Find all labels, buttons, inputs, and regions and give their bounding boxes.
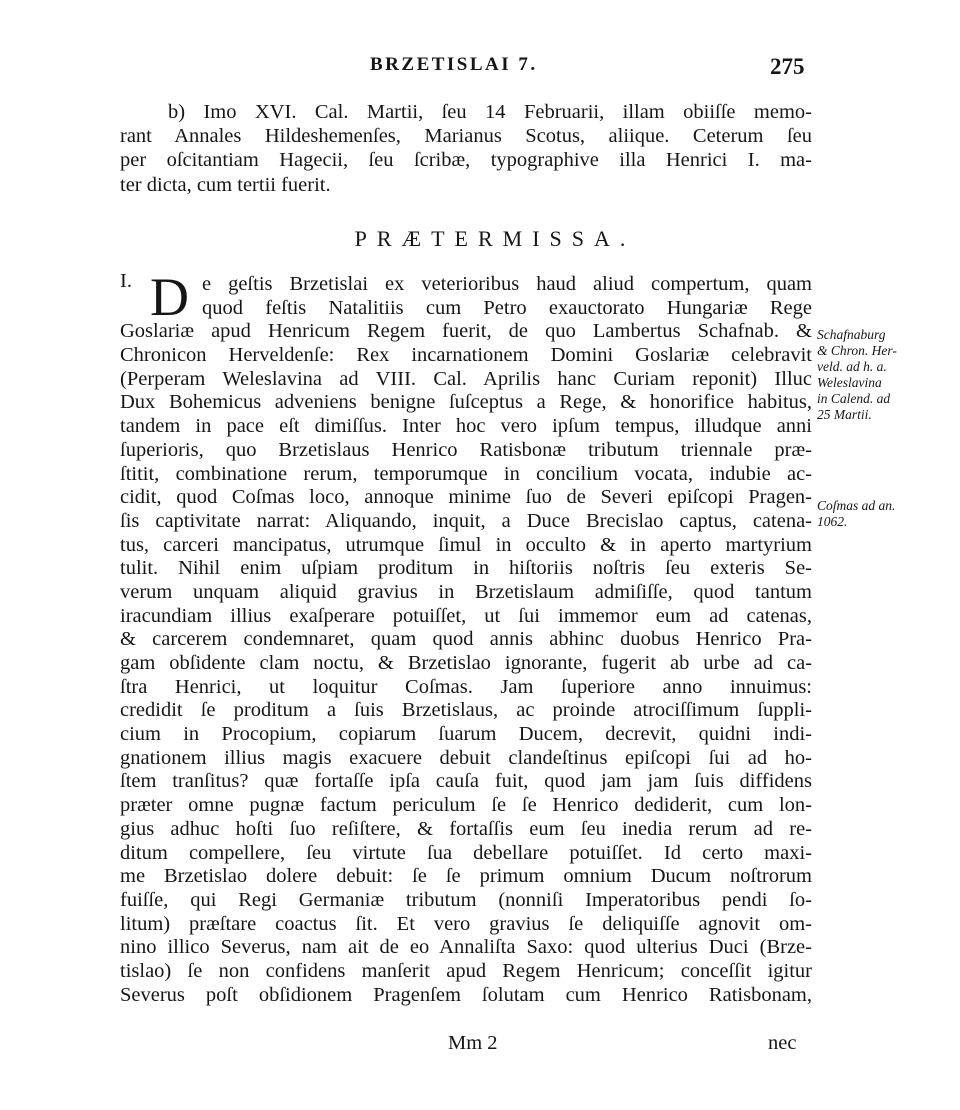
text-line: b) Imo XVI. Cal. Martii, ſeu 14 Februarii, illam obiiſſe memo- xyxy=(168,101,812,123)
text-line: me Brzetislao dolere debuit: ſe ſe primum omnium Ducum noſtrorum xyxy=(120,865,812,888)
text-line: rant Annales Hildeshemenſes, Marianus Scotus, aliique. Ceterum ſeu xyxy=(120,125,812,148)
margin-note-cosmas xyxy=(817,498,937,530)
text-line: Dux Bohemicus adveniens benigne ſuſceptus a Rege, & honorifice habitus, xyxy=(120,391,812,414)
text-line: cium in Procopium, copiarum ſuarum Ducem, decrevit, quidni indi- xyxy=(120,723,812,746)
text-line: ſtem tranſitus? quæ fortaſſe ipſa cauſa fuit, quod jam jam ſuis diffidens xyxy=(120,770,812,793)
margin-note-line: & Chron. Her- xyxy=(817,343,897,358)
text-line: gnationem illius magis exacuere debuit clandeſtinus epiſcopi ſui ad ho- xyxy=(120,746,812,769)
text-line: præter omne pugnæ factum periculum ſe ſe Henrico dediderit, cum lon- xyxy=(120,794,812,817)
text-line: tandem in pace eſt dimiſſus. Inter hoc vero ipſum tempus, illudque anni xyxy=(120,415,812,438)
signature-mark: Mm 2 xyxy=(448,1032,498,1054)
text-line: e geſtis Brzetislai ex veterioribus haud aliud compertum, quam xyxy=(202,273,812,295)
section-heading: PRÆTERMISSA. xyxy=(354,226,636,251)
page-footer xyxy=(0,1032,960,1058)
text-line: ter dicta, cum tertii fuerit. xyxy=(120,173,331,196)
text-line: per oſcitantiam Hagecii, ſeu ſcribæ, typographive illa Henrici I. ma- xyxy=(120,149,812,172)
text-line: Severus poſt obſidionem Pragenſem ſolutam cum Henrico Ratisbonam, xyxy=(120,983,812,1006)
margin-note-line: veld. ad h. a. xyxy=(817,359,887,374)
text-line: gius adhuc hoſti ſuo reſiſtere, & fortaſſis eum ſeu inedia rerum ad re- xyxy=(120,817,812,840)
catchword: nec xyxy=(768,1032,797,1054)
text-line: ditum compellere, ſeu virtute ſua debellare potuiſſet. Id certo maxi- xyxy=(120,841,812,864)
text-line: ſtra Henrici, ut loquitur Coſmas. Jam ſuperiore anno innuimus: xyxy=(120,675,812,698)
margin-note-sources xyxy=(817,327,937,423)
margin-note-line: Weleslavina xyxy=(817,375,882,390)
text-line: Chronicon Herveldenſe: Rex incarnationem Domini Goslariæ celebravit xyxy=(120,344,812,367)
text-line: tulit. Nihil enim uſpiam proditum in hiſtoriis noſtris ſeu exteris Se- xyxy=(120,557,812,580)
running-title: BRZETISLAI 7. xyxy=(370,54,538,75)
text-line: ſis captivitate narrat: Aliquando, inquit, a Duce Brecislao captus, catena- xyxy=(120,509,812,532)
text-line: quod feſtis Natalitiis cum Petro exauctorato Hungariæ Rege xyxy=(202,296,812,319)
text-line: (Perperam Weleslavina ad VIII. Cal. Aprilis hanc Curiam reponit) Illuc xyxy=(120,367,812,390)
footnote-b xyxy=(120,100,812,197)
main-paragraph xyxy=(120,273,812,1007)
margin-note-line: in Calend. ad xyxy=(817,391,891,406)
text-line: ſuperioris, quo Brzetislaus Henrico Ratisbonæ tributum triennale præ- xyxy=(120,438,812,461)
text-line: Goslariæ apud Henricum Regem fuerit, de quo Lambertus Schafnab. & xyxy=(120,320,812,343)
text-line: ſtitit, combinatione rerum, temporumque in concilium vocata, indubie ac- xyxy=(120,462,812,485)
text-line: tislao) ſe non confidens manſerit apud Regem Henricum; conceſſit igitur xyxy=(120,959,812,982)
paragraph-number: I. xyxy=(120,270,132,292)
page-header xyxy=(0,52,960,86)
page-number: 275 xyxy=(770,54,805,79)
text-line: cidit, quod Coſmas loco, annoque minime ſuo de Severi epiſcopi Pragen- xyxy=(120,486,812,509)
text-line: nino illico Severus, nam ait de eo Annaliſta Saxo: quod ulterius Duci (Brze- xyxy=(120,936,812,959)
text-line: tus, carceri mancipatus, utrumque ſimul in occulto & in aperto martyrium xyxy=(120,533,812,556)
text-line: litum) præſtare coactus ſit. Et vero gravius ſe deliquiſſe agnovit om- xyxy=(120,912,812,935)
drop-cap: D xyxy=(150,267,189,327)
text-line: & carcerem condemnaret, quam quod annis abhinc duobus Henrico Pra- xyxy=(120,628,812,651)
text-line: fuiſſe, qui Regi Germaniæ tributum (nonniſi Imperatoribus pendi ſo- xyxy=(120,888,812,911)
margin-note-line: Schafnaburg xyxy=(817,327,886,342)
text-line: verum unquam aliquid gravius in Brzetislaum admiſiſſe, quod tantum xyxy=(120,580,812,603)
text-line: gam obſidente clam noctu, & Brzetislao ignorante, fugerit ab urbe ad ca- xyxy=(120,652,812,674)
text-line: credidit ſe proditum a ſuis Brzetislaus, ac proinde atrociſſimum ſuppli- xyxy=(120,699,812,722)
margin-note-line: Coſmas ad an. xyxy=(817,498,896,513)
margin-note-line: 25 Martii. xyxy=(817,407,872,422)
text-line: iracundiam illius exaſperare potuiſſet, ut ſui immemor eum ad catenas, xyxy=(120,604,812,627)
margin-note-line: 1062. xyxy=(817,514,848,529)
